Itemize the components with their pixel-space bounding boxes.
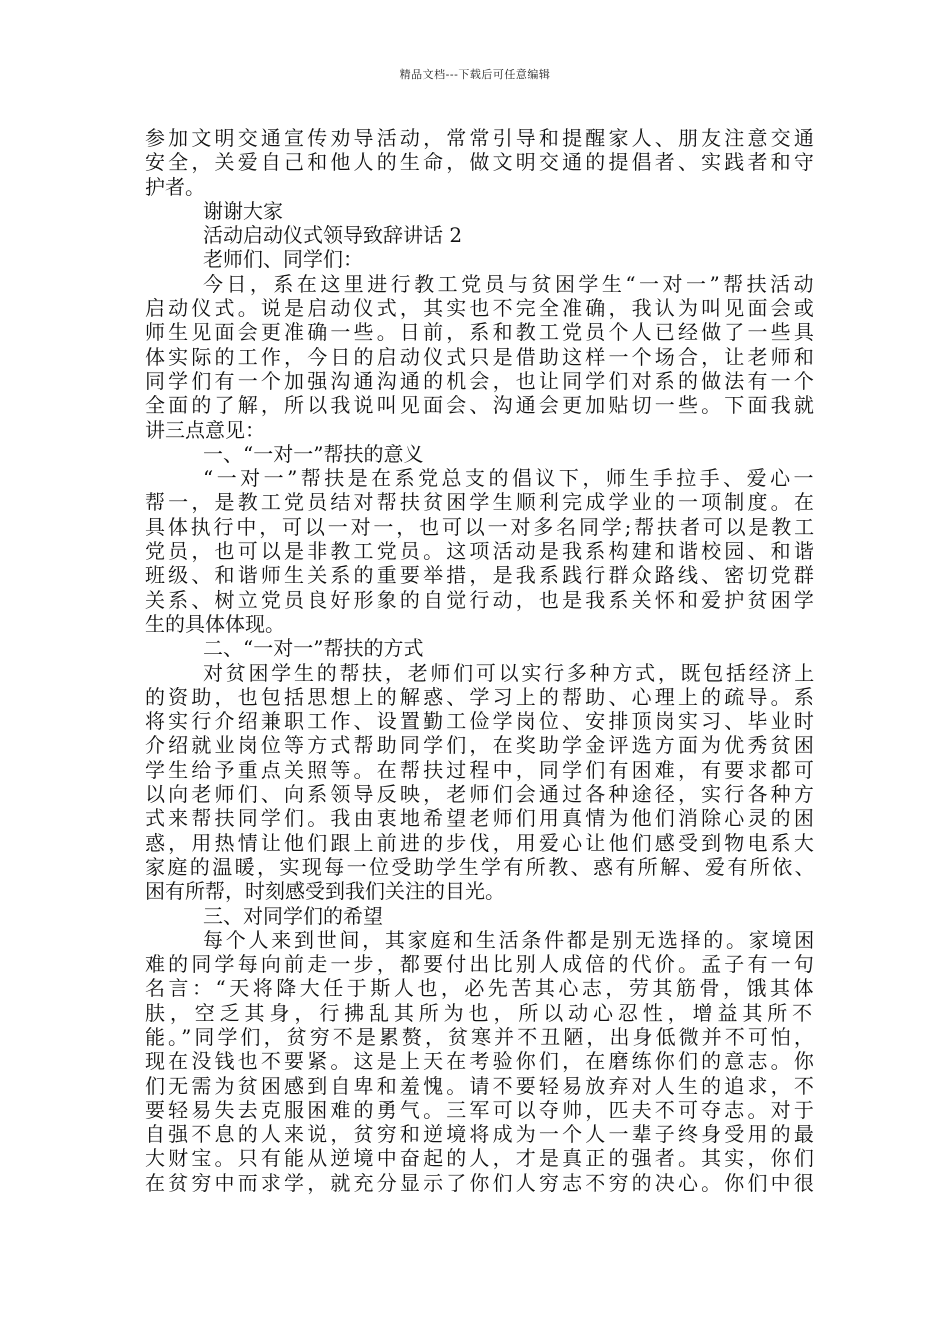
text-line: 介绍就业岗位等方式帮助同学们，在奖助学金评选方面为优秀贫困 (145, 733, 817, 758)
text-line: 党员，也可以是非教工党员。这项活动是我系构建和谐校园、和谐 (145, 539, 817, 564)
text-line: 要轻易失去克服困难的勇气。三军可以夺帅，匹夫不可夺志。对于 (145, 1097, 817, 1122)
text-line: 肤，空乏其身，行拂乱其所为也，所以动心忍性，增益其所不 (145, 1000, 817, 1025)
text-line: 自强不息的人来说，贫穷和逆境将成为一个人一辈子终身受用的最 (145, 1122, 817, 1147)
text-line: 安全，关爱自己和他人的生命，做文明交通的提倡者、实践者和守 (145, 150, 817, 175)
text-line: 帮一，是教工党员结对帮扶贫困学生顺利完成学业的一项制度。在 (145, 490, 817, 515)
text-line: 学生给予重点关照等。在帮扶过程中，同学们有困难，有要求都可 (145, 757, 817, 782)
text-line: 讲三点意见： (145, 417, 265, 442)
text-line: 活动启动仪式领导致辞讲话 2 (203, 223, 463, 248)
text-line: 师生见面会更准确一些。日前，系和教工党员个人已经做了一些具 (145, 320, 817, 345)
text-line: 三、对同学们的希望 (203, 903, 383, 928)
text-line: 生的具体体现。 (145, 611, 285, 636)
text-line: 家庭的温暖，实现每一位受助学生学有所教、惑有所解、爱有所依、 (145, 854, 817, 879)
text-line: 老师们、同学们： (203, 247, 363, 272)
text-line: 惑，用热情让他们跟上前进的步伐，用爱心让他们感受到物电系大 (145, 830, 817, 855)
text-line: 班级、和谐师生关系的重要举措，是我系践行群众路线、密切党群 (145, 563, 817, 588)
text-line: “一对一”帮扶是在系党总支的倡议下，师生手拉手、爱心一 (203, 466, 817, 491)
text-line: 全面的了解，所以我说叫见面会、沟通会更加贴切一些。下面我就 (145, 393, 817, 418)
text-line: 以向老师们、向系领导反映，老师们会通过各种途径，实行各种方 (145, 782, 817, 807)
text-line: 一、“一对一”帮扶的意义 (203, 441, 424, 466)
text-line: 二、“一对一”帮扶的方式 (203, 636, 424, 661)
text-line: 每个人来到世间，其家庭和生活条件都是别无选择的。家境困 (203, 927, 817, 952)
text-line: 们无需为贫困感到自卑和羞愧。请不要轻易放弃对人生的追求，不 (145, 1073, 817, 1098)
text-line: 今日，系在这里进行教工党员与贫困学生“一对一”帮扶活动 (203, 271, 817, 296)
text-line: 现在没钱也不要紧。这是上天在考验你们，在磨练你们的意志。你 (145, 1049, 817, 1074)
text-line: 同学们有一个加强沟通沟通的机会，也让同学们对系的做法有一个 (145, 368, 817, 393)
text-line: 具体执行中，可以一对一，也可以一对多名同学;帮扶者可以是教工 (145, 514, 817, 539)
text-line: 名言：“天将降大任于斯人也，必先苦其心志，劳其筋骨，饿其体 (145, 976, 817, 1001)
text-line: 能。”同学们，贫穷不是累赘，贫寒并不丑陋，出身低微并不可怕， (145, 1024, 817, 1049)
text-line: 谢谢大家 (203, 198, 283, 223)
text-line: 启动仪式。说是启动仪式，其实也不完全准确，我认为叫见面会或 (145, 296, 817, 321)
text-line: 困有所帮，时刻感受到我们关注的目光。 (145, 879, 505, 904)
text-line: 护者。 (145, 174, 205, 199)
text-line: 体实际的工作，今日的启动仪式只是借助这样一个场合，让老师和 (145, 344, 817, 369)
text-line: 难的同学每向前走一步，都要付出比别人成倍的代价。孟子有一句 (145, 952, 817, 977)
text-line: 对贫困学生的帮扶，老师们可以实行多种方式，既包括经济上 (203, 660, 817, 685)
page-header: 精品文档---下载后可任意编辑 (399, 68, 551, 81)
text-line: 参加文明交通宣传劝导活动，常常引导和提醒家人、朋友注意交通 (145, 126, 817, 150)
document-body (145, 126, 817, 1195)
text-line: 关系、树立党员良好形象的自觉行动，也是我系关怀和爱护贫困学 (145, 587, 817, 612)
text-line: 将实行介绍兼职工作、设置勤工俭学岗位、安排顶岗实习、毕业时 (145, 709, 817, 734)
text-line: 式来帮扶同学们。我由衷地希望老师们用真情为他们消除心灵的困 (145, 806, 817, 831)
text-line: 大财宝。只有能从逆境中奋起的人，才是真正的强者。其实，你们 (145, 1146, 817, 1171)
text-line: 在贫穷中而求学，就充分显示了你们人穷志不穷的决心。你们中很 (145, 1170, 817, 1195)
text-line: 的资助，也包括思想上的解惑、学习上的帮助、心理上的疏导。系 (145, 684, 817, 709)
